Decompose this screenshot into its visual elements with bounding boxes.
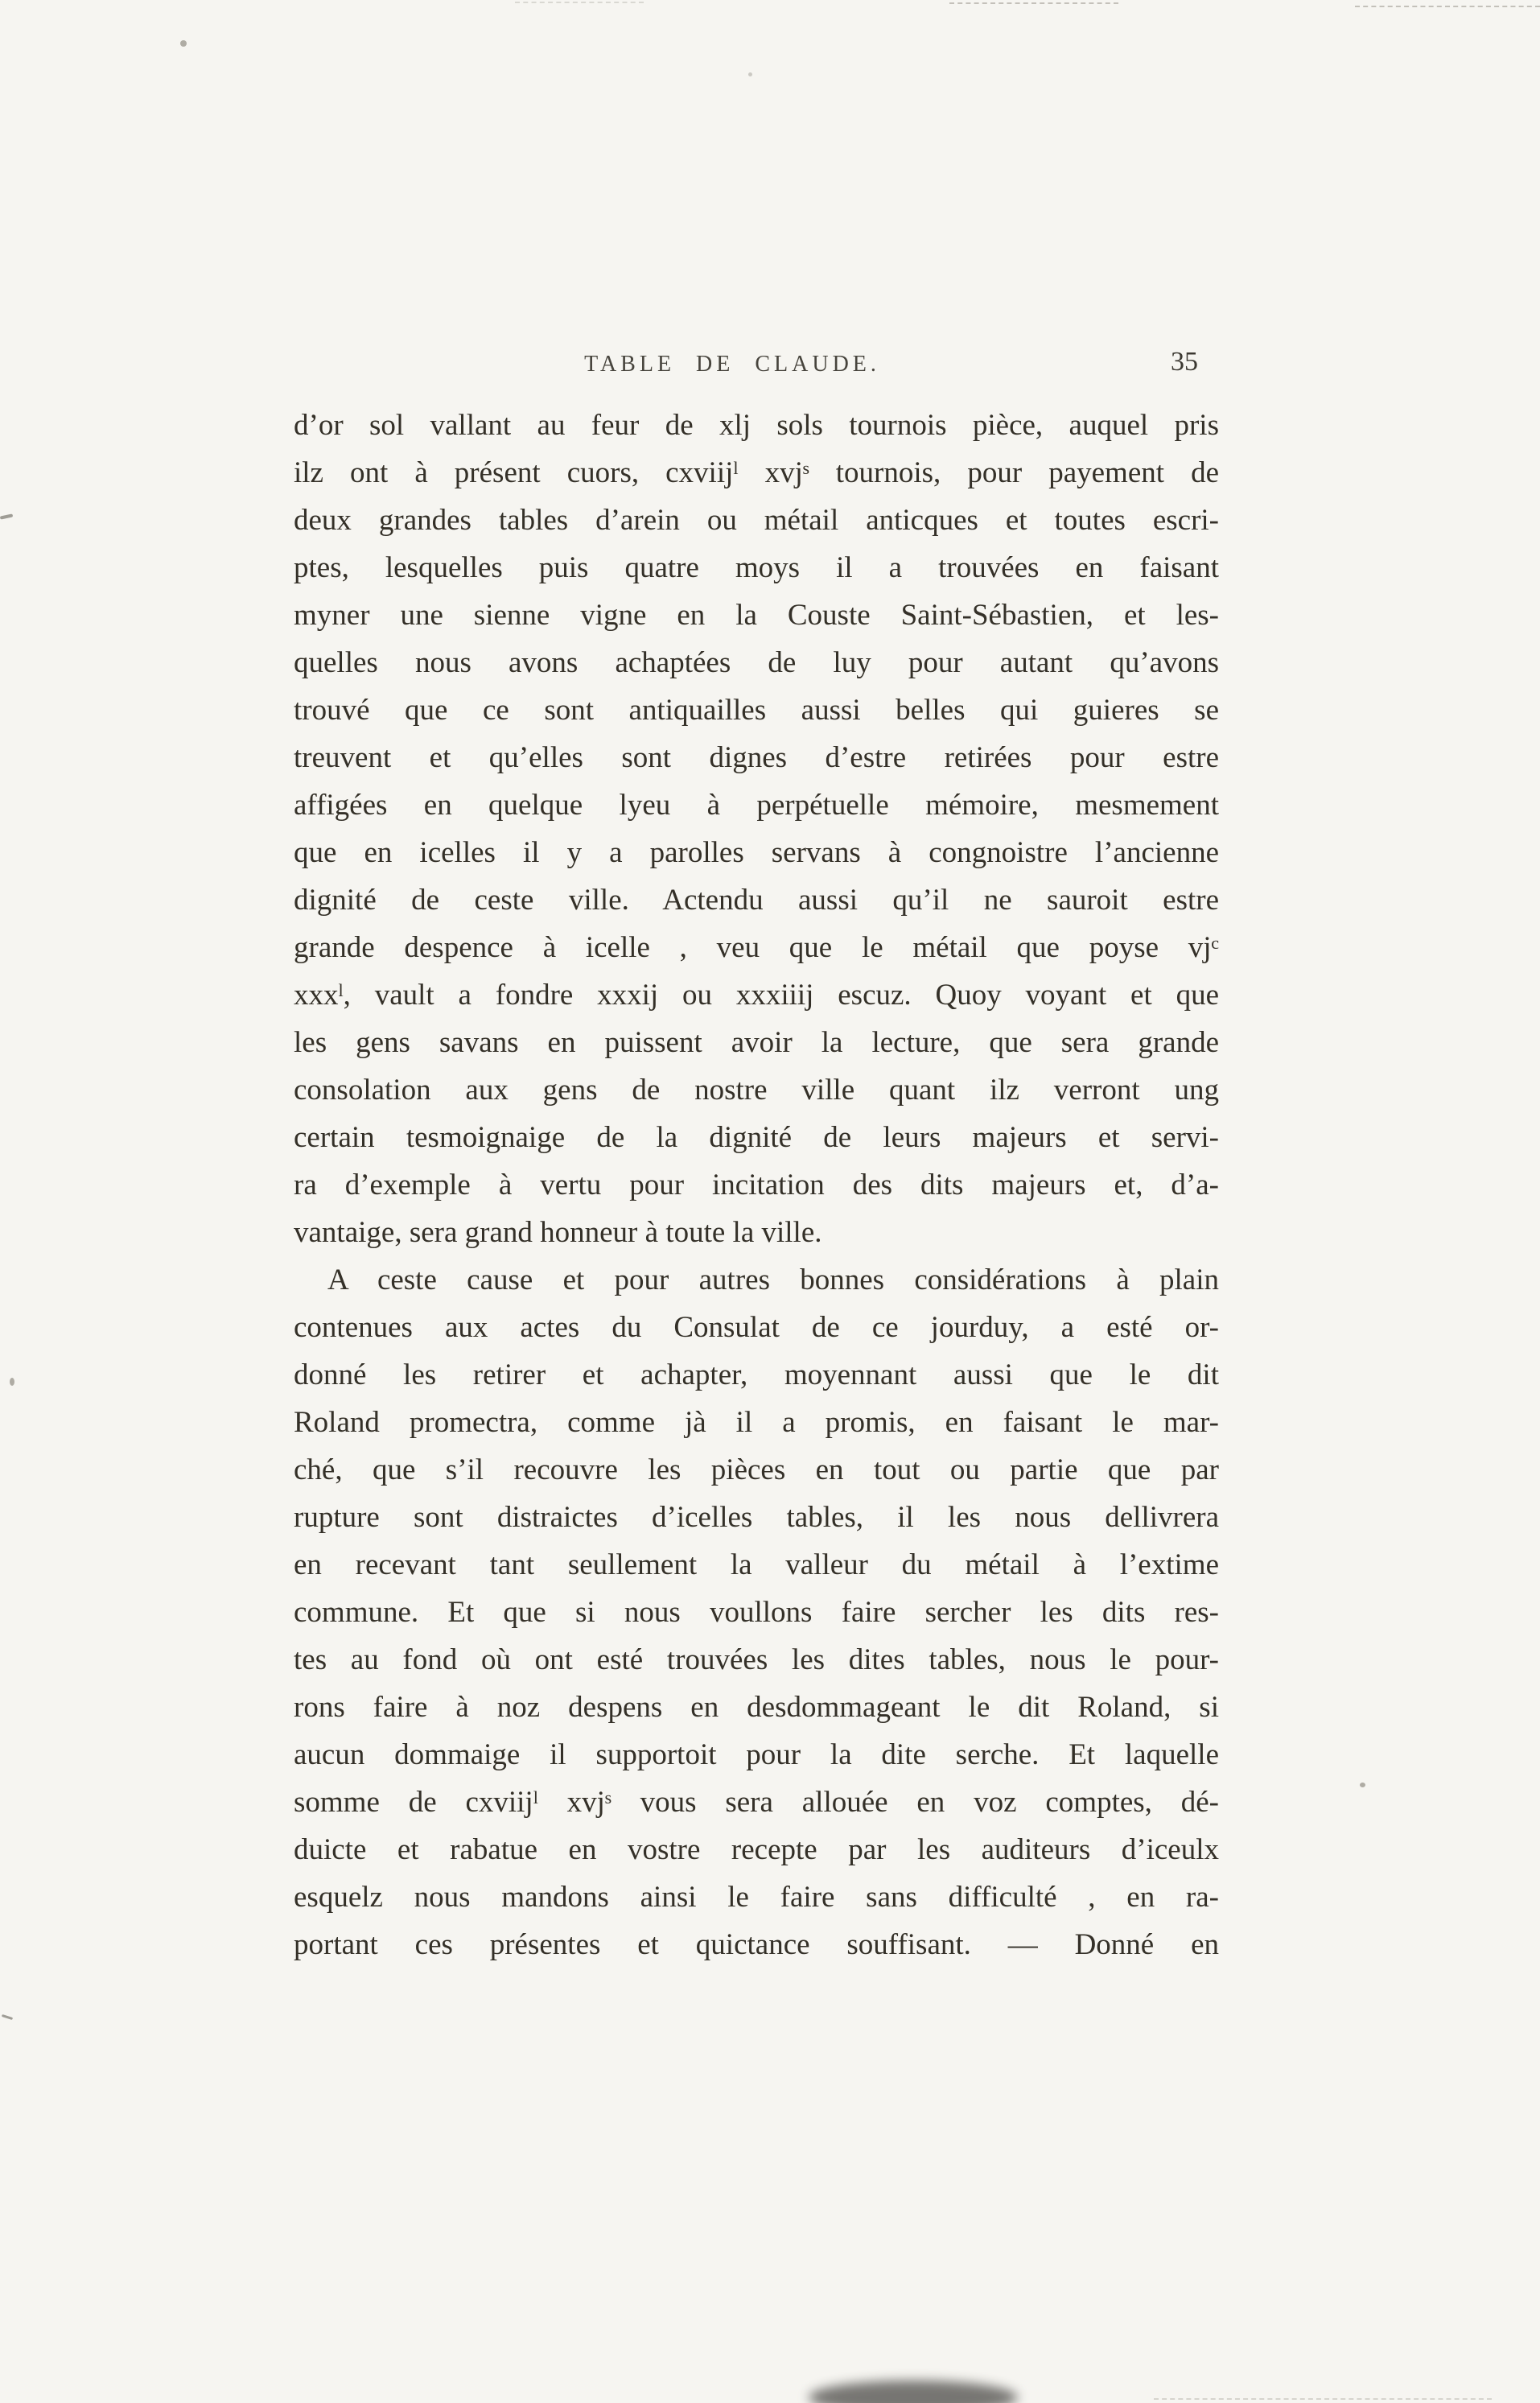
text-line: ilz ont à présent cuors, cxviijˡ xvjˢ tournois, pour payement de <box>294 456 1219 489</box>
text-line: dignité de ceste ville. Actendu aussi qu’il ne sauroit estre <box>294 884 1219 917</box>
scan-speck <box>10 1378 14 1386</box>
text-line: somme de cxviijˡ xvjˢ vous sera allouée en voz comptes, dé- <box>294 1786 1219 1819</box>
scan-speck <box>1360 1783 1365 1787</box>
text-line: trouvé que ce sont antiquailles aussi belles qui guieres se <box>294 694 1219 727</box>
text-line: esquelz nous mandons ainsi le faire sans difficulté , en ra- <box>294 1881 1219 1914</box>
text-line: portant ces présentes et quictance souffisant. — Donné en <box>294 1928 1219 1961</box>
text-line: d’or sol vallant au feur de xlj sols tournois pièce, auquel pris <box>294 409 1219 442</box>
scan-speck <box>180 40 187 47</box>
scan-edge-mark <box>949 2 1118 4</box>
text-line: ra d’exemple à vertu pour incitation des dits majeurs et, d’a- <box>294 1169 1219 1202</box>
text-line: duicte et rabatue en vostre recepte par les auditeurs d’iceulx <box>294 1833 1219 1866</box>
text-line: grande despence à icelle , veu que le métail que poyse vjᶜ <box>294 931 1219 964</box>
scan-smudge <box>809 2380 1018 2403</box>
scan-speck <box>748 72 752 76</box>
scan-edge-mark <box>1355 6 1540 7</box>
text-line: les gens savans en puissent avoir la lecture, que sera grande <box>294 1026 1219 1059</box>
text-line: commune. Et que si nous voullons faire sercher les dits res- <box>294 1596 1219 1629</box>
text-line: en recevant tant seullement la valleur du métail à l’extime <box>294 1548 1219 1581</box>
text-line: tes au fond où ont esté trouvées les dites tables, nous le pour- <box>294 1643 1219 1676</box>
scan-edge-mark <box>1154 2398 1492 2400</box>
text-line: affigées en quelque lyeu à perpétuelle mémoire, mesmement <box>294 789 1219 822</box>
text-line: Roland promectra, comme jà il a promis, en faisant le mar- <box>294 1406 1219 1439</box>
text-line: myner une sienne vigne en la Couste Saint-Sébastien, et les- <box>294 599 1219 632</box>
scan-edge-mark <box>515 2 644 3</box>
text-line: treuvent et qu’elles sont dignes d’estre retirées pour estre <box>294 741 1219 774</box>
text-line: consolation aux gens de nostre ville quant ilz verront ung <box>294 1074 1219 1107</box>
text-line: quelles nous avons achaptées de luy pour autant qu’avons <box>294 646 1219 679</box>
scan-edge-mark <box>2 2014 13 2020</box>
page-header <box>294 347 1219 387</box>
page-body <box>294 402 1219 1968</box>
text-line: deux grandes tables d’arein ou métail anticques et toutes escri- <box>294 504 1219 537</box>
running-title: TABLE DE CLAUDE. <box>584 352 880 377</box>
text-line: xxxˡ, vault a fondre xxxij ou xxxiiij escuz. Quoy voyant et que <box>294 979 1219 1012</box>
scan-edge-mark <box>0 513 13 519</box>
text-line: ptes, lesquelles puis quatre moys il a trouvées en faisant <box>294 551 1219 584</box>
text-line: contenues aux actes du Consulat de ce jourduy, a esté or- <box>294 1311 1219 1344</box>
text-line: rupture sont distraictes d’icelles tables, il les nous dellivrera <box>294 1501 1219 1534</box>
text-line: vantaige, sera grand honneur à toute la ville. <box>294 1216 822 1249</box>
page-number: 35 <box>1171 347 1198 377</box>
text-line: que en icelles il y a parolles servans à congnoistre l’ancienne <box>294 836 1219 869</box>
text-line: donné les retirer et achapter, moyennant aussi que le dit <box>294 1358 1219 1391</box>
text-line: certain tesmoignaige de la dignité de leurs majeurs et servi- <box>294 1121 1219 1154</box>
text-line: ché, que s’il recouvre les pièces en tout ou partie que par <box>294 1453 1219 1486</box>
text-line: A ceste cause et pour autres bonnes considérations à plain <box>327 1263 1219 1296</box>
text-line: rons faire à noz despens en desdommageant le dit Roland, si <box>294 1691 1219 1724</box>
text-line: aucun dommaige il supportoit pour la dite serche. Et laquelle <box>294 1738 1219 1771</box>
